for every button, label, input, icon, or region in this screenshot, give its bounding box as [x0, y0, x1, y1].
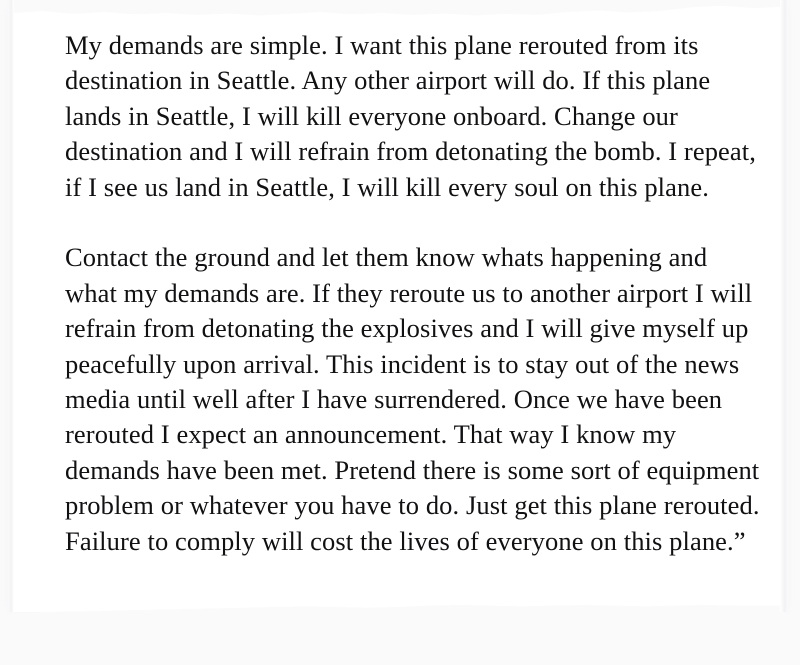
paper-sheet: [12, 0, 784, 612]
left-page-edge: [8, 0, 14, 612]
paragraph-1: My demands are simple. I want this plane rerouted from its destination in Seattle. Any other airport will do. If this plane lands in Seattle, I will kill everyone onboard. Change our destination and I will refrain from detonating the bomb. I repeat, if I see us land in Seattle, I will kill every soul on this plane.: [65, 30, 763, 202]
document-text-block: [65, 28, 765, 559]
right-page-edge: [780, 0, 788, 612]
paragraph-2: Contact the ground and let them know whats happening and what my demands are. If they reroute us to another airport I will refrain from detonating the explosives and I will give myself up peacefully upon arrival. This incident is to stay out of the news media until well after I have surrendered. Once we have been rerouted I expect an announcement. That way I know my demands have been met. Pretend there is some sort of equipment problem or whatever you have to do. Just get this plane rerouted. Failure to comply will cost the lives of everyone on this plane.”: [65, 242, 767, 556]
